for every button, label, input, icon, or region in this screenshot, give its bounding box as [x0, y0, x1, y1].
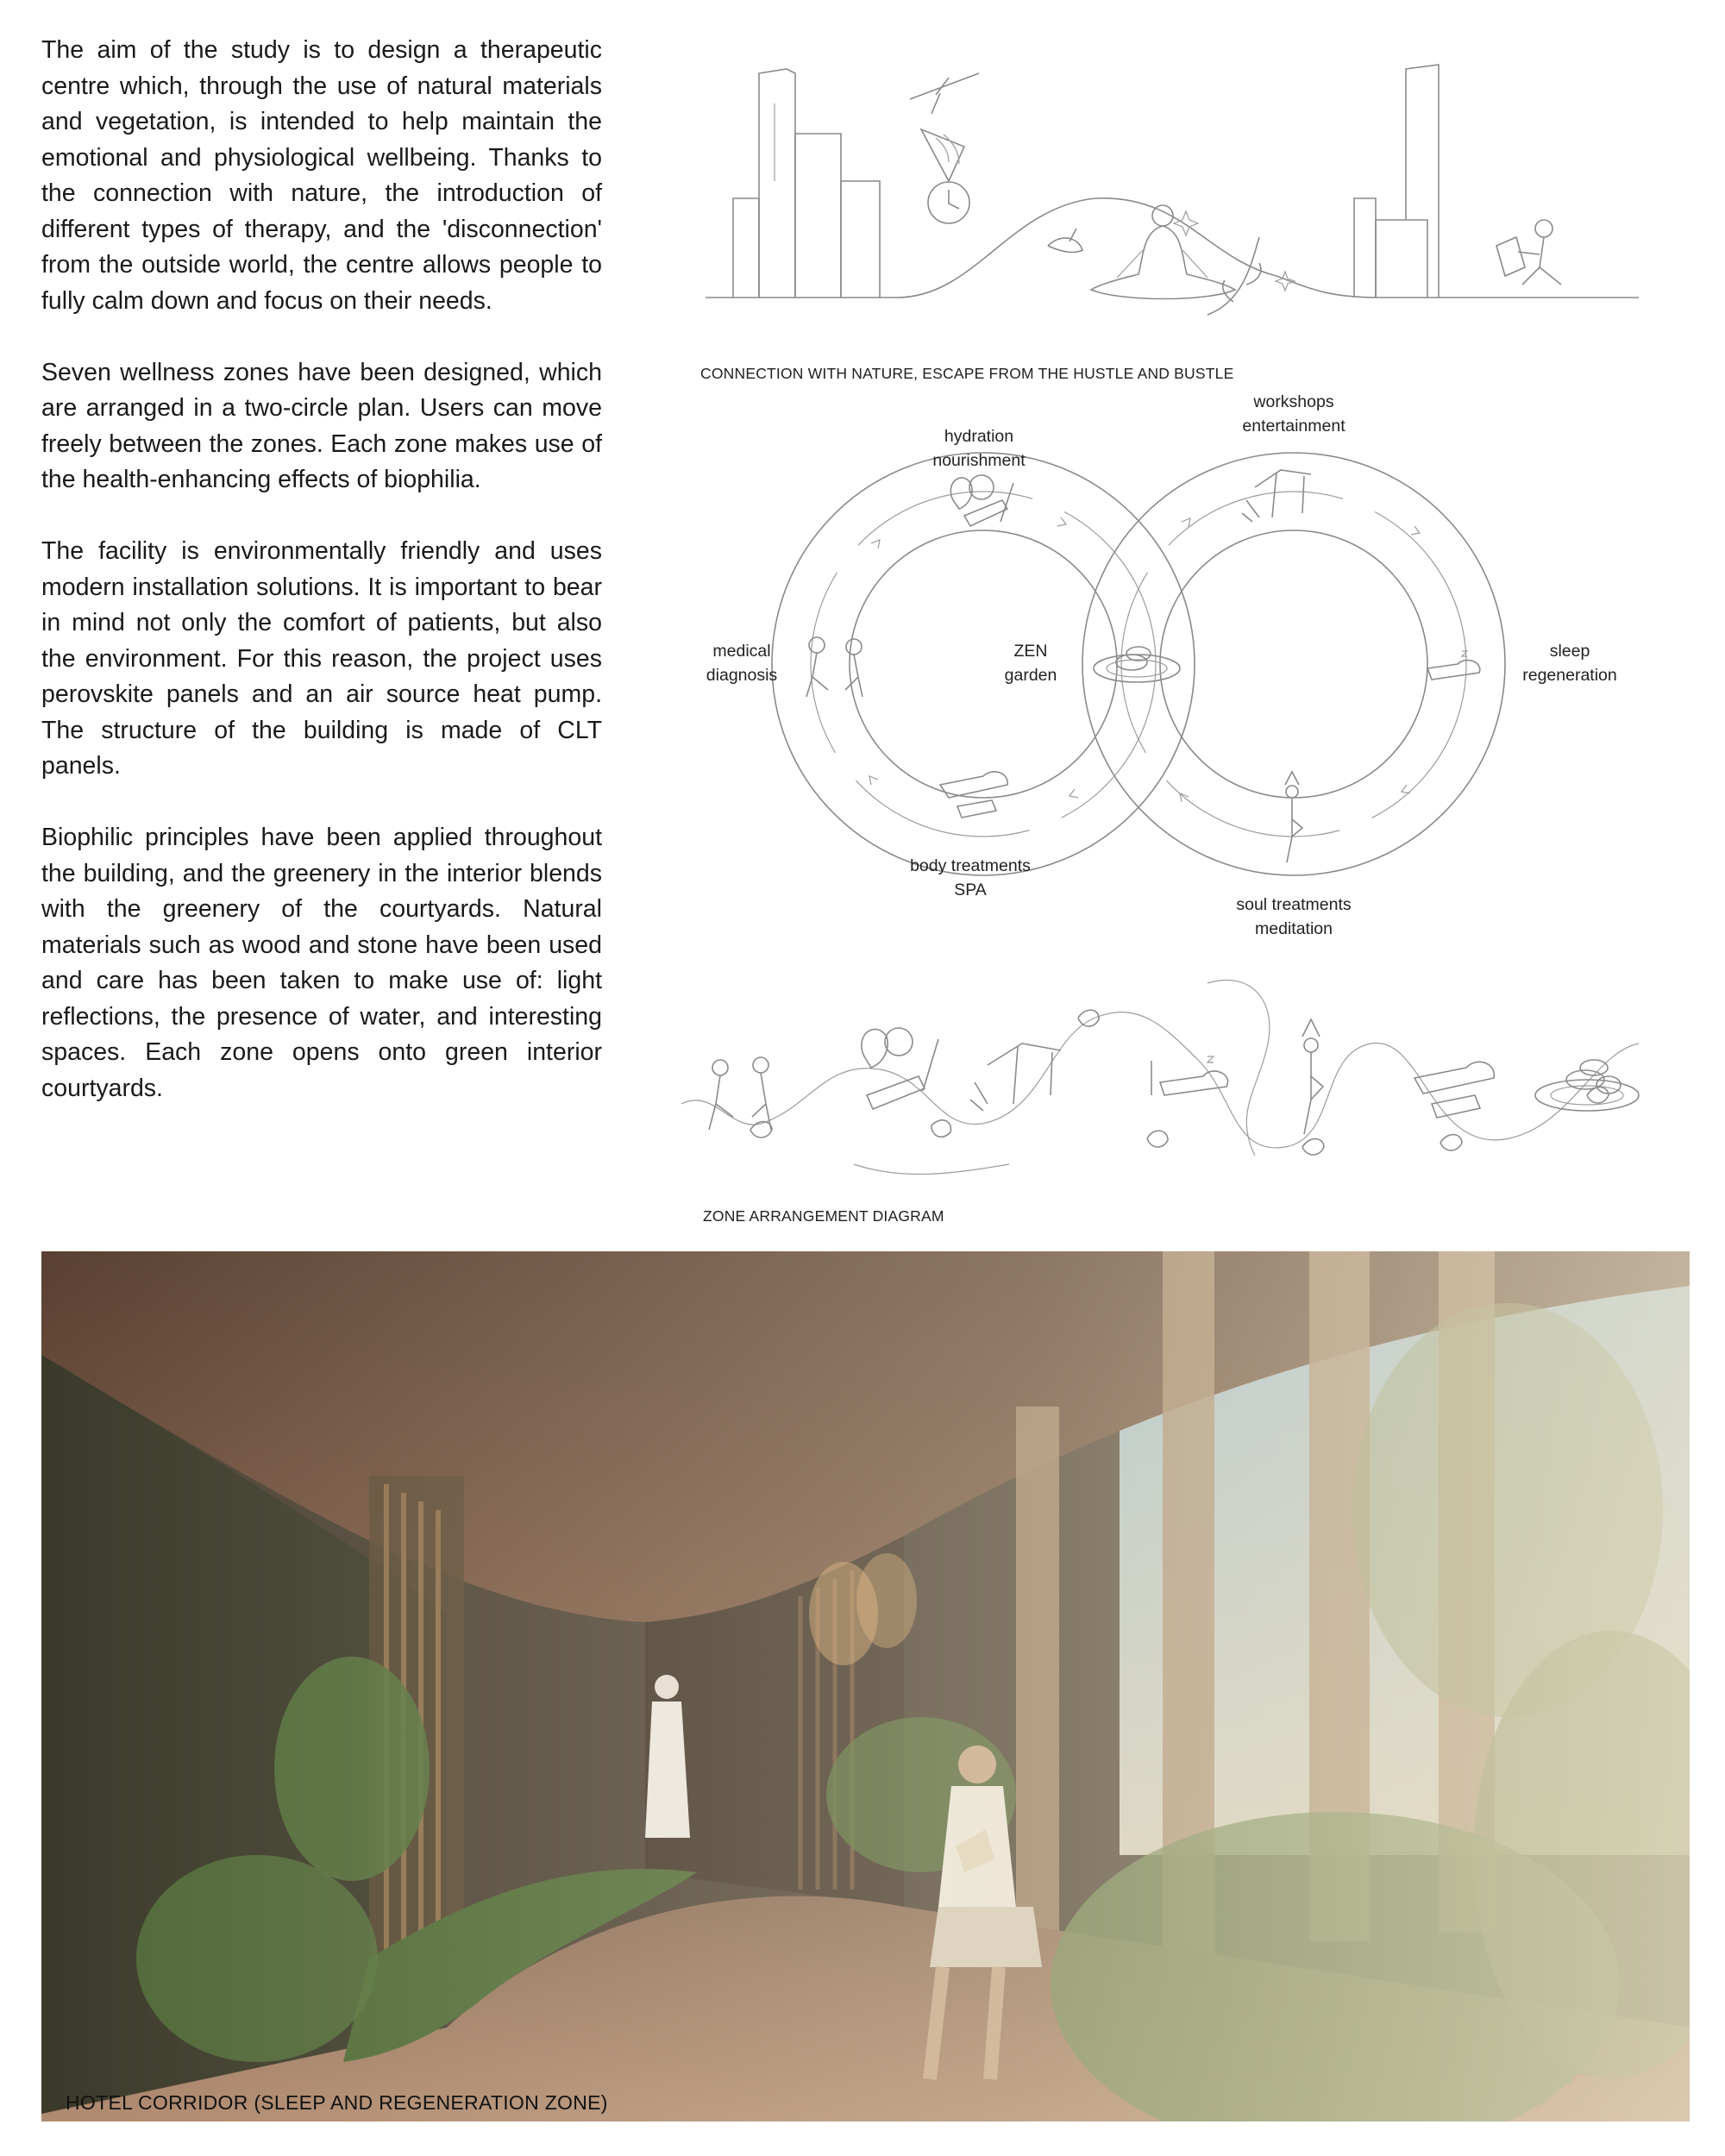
zone-label-body — [862, 854, 1078, 902]
city-left-icon — [733, 69, 880, 298]
zone-label-workshops-line1: workshops — [1253, 392, 1334, 411]
zone-label-soul-line2: meditation — [1255, 919, 1333, 938]
clock-icon — [928, 182, 969, 223]
nature-escape-diagram — [690, 52, 1656, 328]
intro-paragraph-2: Seven wellness zones have been designed, which are arranged in a two-circle plan. Users can move freely between the zones. Each zone makes use of the health-enhancing effects of biophilia. — [41, 358, 602, 493]
intro-paragraph-1: The aim of the study is to design a therapeutic centre which, through the use of natural materials and vegetation, is intended to help maintain the emotional and physiological wellbeing. Thanks to the connection with nature, the introduction of different types of therapy, and the 'disconnection' from the outside world, the centre allows people to fully calm down and focus on their needs. — [41, 36, 602, 315]
strip-spa-icon — [1414, 1062, 1494, 1118]
two-circle-zone-plan — [776, 405, 1622, 906]
zen-garden-icon — [1094, 647, 1180, 682]
zone-label-workshops-line2: entertainment — [1242, 417, 1346, 436]
soul-treatments-meditation-icon — [1285, 772, 1302, 862]
zone-label-sleep-line1: sleep — [1549, 642, 1590, 661]
zone-label-soul — [1182, 893, 1406, 941]
zone-label-zen-line1: ZEN — [1013, 642, 1048, 661]
corridor-illustration — [41, 1251, 1690, 2122]
zone-label-sleep — [1501, 639, 1639, 687]
zone-arrangement-caption: ZONE ARRANGEMENT DIAGRAM — [703, 1207, 944, 1225]
zone-label-body-line2: SPA — [954, 881, 987, 899]
intro-paragraph-3: The facility is environmentally friendly and uses modern installation solutions. It is important to bear in mind not only the comfort of patients, but also the environment. For this reason, the project uses perovskite panels and an air source heat pump. The structure of the building is made of CLT panels. — [41, 537, 602, 780]
leaves-icon — [1208, 237, 1261, 315]
intro-text — [41, 33, 602, 1143]
zone-label-medical-line2: diagnosis — [706, 666, 778, 685]
medical-diagnosis-icon — [806, 637, 862, 697]
zone-label-zen — [983, 639, 1078, 687]
zone-arrangement-diagram — [681, 966, 1656, 1199]
zone-label-workshops — [1190, 390, 1397, 438]
hotel-corridor-render — [41, 1251, 1690, 2122]
render-caption: HOTEL CORRIDOR (SLEEP AND REGENERATION ZONE) — [66, 2091, 608, 2114]
body-treatments-spa-icon — [940, 772, 1007, 818]
strip-workshops-icon — [970, 1044, 1061, 1111]
zone-label-hydration-line2: nourishment — [932, 451, 1026, 470]
plane-icon — [910, 73, 979, 114]
reading-person-icon — [1496, 220, 1561, 285]
bird-icon — [1048, 229, 1082, 252]
strip-sleep-icon — [1151, 1056, 1228, 1095]
zone-label-body-line1: body treatments — [910, 856, 1031, 875]
wifi-icon — [921, 129, 964, 181]
city-right-icon — [1354, 65, 1439, 298]
sparkle-icon — [1174, 211, 1295, 291]
zone-label-medical-line1: medical — [712, 642, 771, 661]
vine-leaves — [750, 1010, 1609, 1155]
nature-escape-caption: CONNECTION WITH NATURE, ESCAPE FROM THE HUSTLE AND BUSTLE — [700, 365, 1234, 382]
strip-medical-icon — [709, 1057, 771, 1130]
workshops-entertainment-icon — [1242, 470, 1311, 522]
zone-label-sleep-line2: regeneration — [1522, 666, 1617, 685]
zone-label-soul-line1: soul treatments — [1236, 895, 1352, 914]
hydration-nourishment-icon — [950, 475, 1013, 526]
zone-label-medical — [690, 639, 794, 687]
zone-label-hydration — [875, 424, 1082, 473]
intro-paragraph-4: Biophilic principles have been applied throughout the building, and the greenery in the interior blends with the greenery of the courtyards. Natural materials such as wood and stone have been used and care has been taken to make use of: light reflections, the presence of water, and interesting spaces. Each zone opens onto green interior courtyards. — [41, 824, 602, 1102]
sleep-regeneration-icon — [1427, 651, 1480, 680]
strip-zen-icon — [1535, 1060, 1639, 1111]
zone-label-hydration-line1: hydration — [944, 427, 1014, 446]
meditating-person-icon — [1091, 205, 1235, 299]
zone-label-zen-line2: garden — [1004, 666, 1057, 685]
